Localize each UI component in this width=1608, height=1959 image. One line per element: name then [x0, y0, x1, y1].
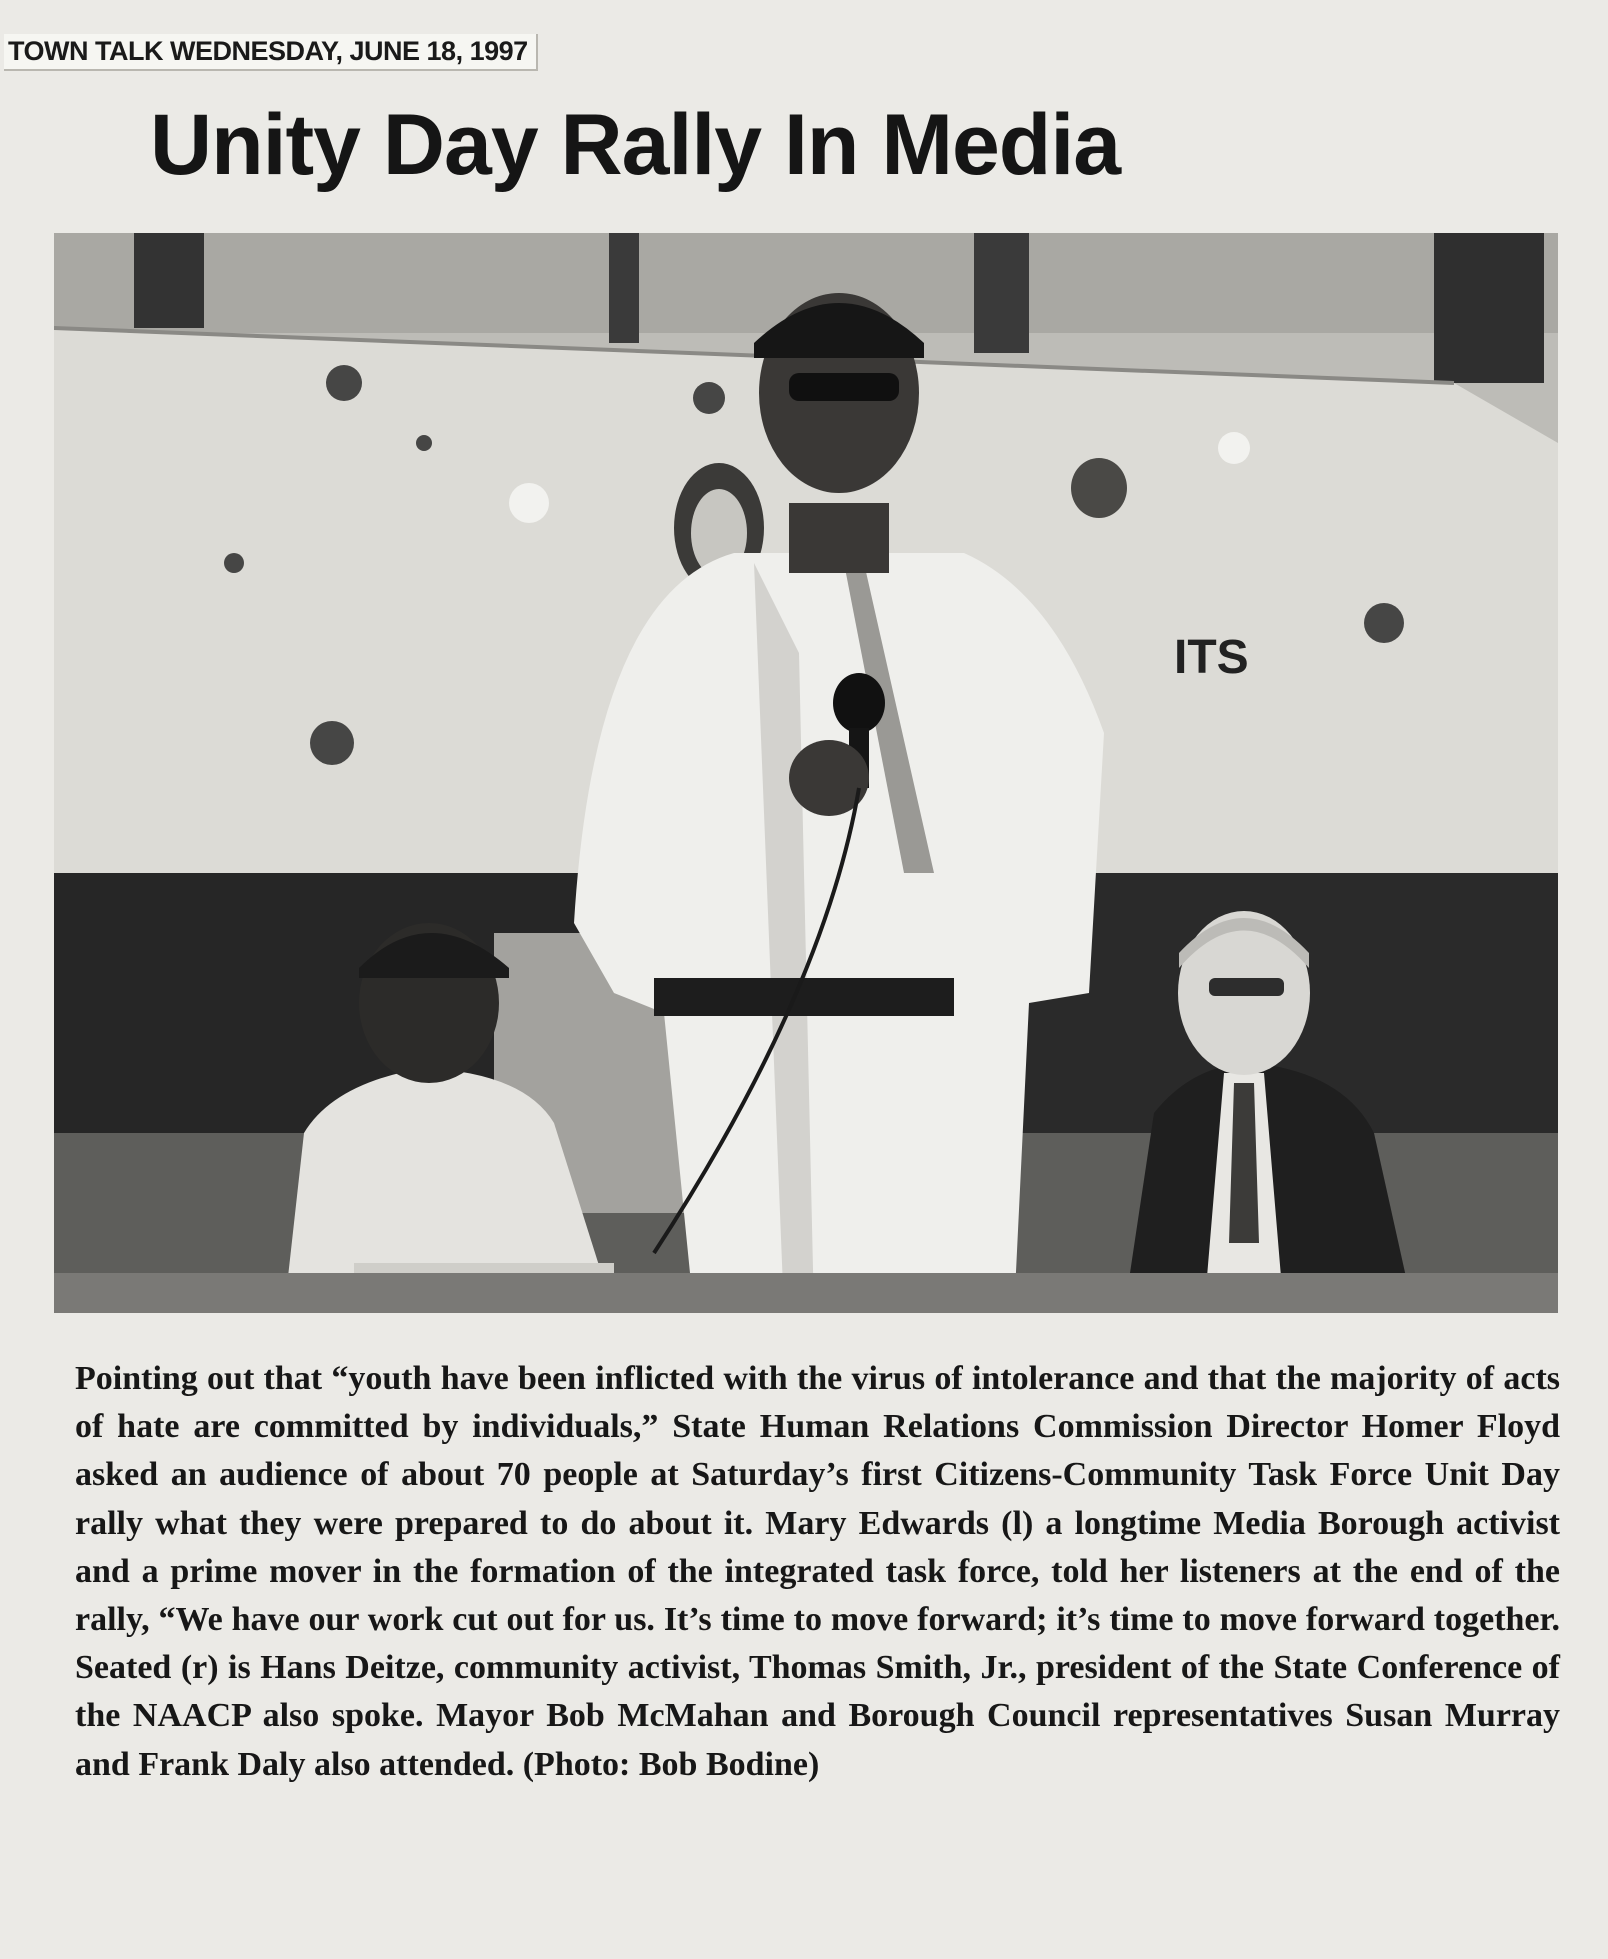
microphone-icon	[833, 673, 885, 733]
photo-caption: Pointing out that “youth have been inflicted with the virus of intolerance and that the majority of acts of hate are committed by individuals,” State Human Relations Commission Director Homer Floyd asked an audience of about 70 people at Saturday’s first Citizens-Community Task Force Unit Day rally what they were prepared to do about it. Mary Edwards (l) a longtime Media Borough activist and a prime mover in the formation of the integrated task force, told her listeners at the end of the rally, “We have our work cut out for us. It’s time to move forward; it’s time to move forward together. Seated (r) is Hans Deitze, community activist, Thomas Smith, Jr., president of the State Conference of the NAACP also spoke. Mayor Bob McMahan and Borough Council representatives Susan Murray and Frank Daly also attended. (Photo: Bob Bodine)	[75, 1360, 1560, 1783]
dateline: TOWN TALK WEDNESDAY, JUNE 18, 1997	[4, 34, 538, 71]
banner-text-fragment: ITS	[1174, 631, 1249, 684]
rally-photo	[54, 233, 1558, 1313]
headline: Unity Day Rally In Media	[150, 97, 1121, 193]
